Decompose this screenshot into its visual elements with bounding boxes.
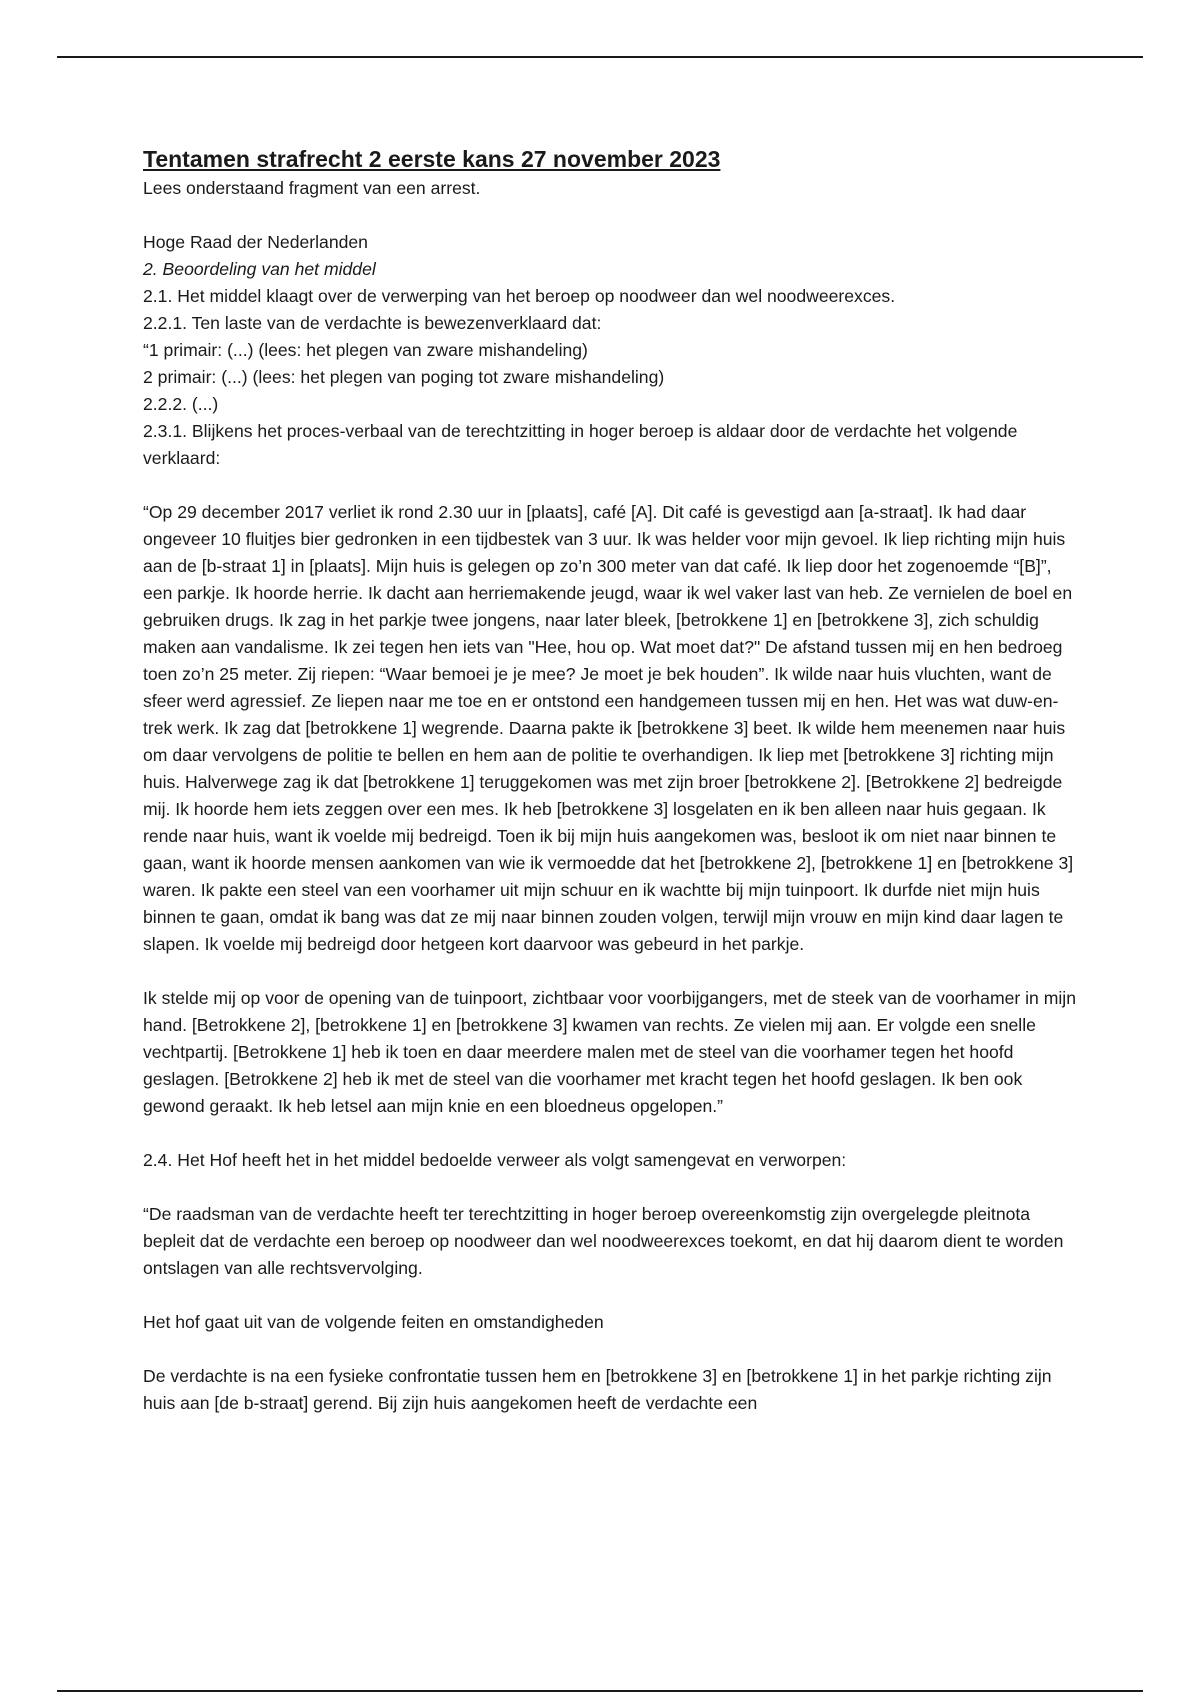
top-rule bbox=[57, 56, 1143, 58]
text-line: “1 primair: (...) (lees: het plegen van zware mishandeling) bbox=[143, 340, 588, 360]
text-line: 2.2.1. Ten laste van de verdachte is bewezenverklaard dat: bbox=[143, 313, 602, 333]
intro-text: Lees onderstaand fragment van een arrest. bbox=[143, 178, 481, 198]
paragraph-2-3-1: 2.3.1. Blijkens het proces-verbaal van de terechtzitting in hoger beroep is aldaar door de verdachte het volgende verklaard: bbox=[143, 421, 1018, 468]
spacer bbox=[143, 1120, 1083, 1147]
document-title: Tentamen strafrecht 2 eerste kans 27 november 2023 bbox=[143, 146, 721, 172]
spacer bbox=[143, 1282, 1083, 1309]
court-name: Hoge Raad der Nederlanden bbox=[143, 232, 368, 252]
paragraph-2-4: 2.4. Het Hof heeft het in het middel bedoelde verweer als volgt samengevat en verworpen: bbox=[143, 1150, 847, 1170]
bottom-rule bbox=[57, 1690, 1143, 1692]
section-heading: 2. Beoordeling van het middel bbox=[143, 259, 376, 279]
text-line: 2.2.2. (...) bbox=[143, 394, 219, 414]
statement-paragraph-2: Ik stelde mij op voor de opening van de tuinpoort, zichtbaar voor voorbijgangers, met de steek van de voorhamer in mijn hand. [Betrokkene 2], [betrokkene 1] en [betrokkene 3] kwamen van rechts. Ze vielen mij aan. Er volgde een snelle vechtpartij. [Betrokkene 1] heb ik toen en daar meerdere malen met de steel van die voorhamer tegen het hoofd geslagen. [Betrokkene 2] heb ik met de steel van die voorhamer met kracht tegen het hoofd geslagen. Ik ben ook gewond geraakt. Ik heb letsel aan mijn knie en een bloedneus opgelopen.” bbox=[143, 988, 1076, 1116]
spacer bbox=[143, 1174, 1083, 1201]
facts-heading: Het hof gaat uit van de volgende feiten en omstandigheden bbox=[143, 1312, 604, 1332]
statement-paragraph-1: “Op 29 december 2017 verliet ik rond 2.30 uur in [plaats], café [A]. Dit café is gevestigd aan [a-straat]. Ik had daar ongeveer 10 fluitjes bier gedronken in een tijdbestek van 3 uur. Ik was helder voor mijn gevoel. Ik liep richting mijn huis aan de [b-straat 1] in [plaats]. Mijn huis is gelegen op zo’n 300 meter van dat café. Ik liep door het zogenoemde “[B]”, een parkje. Ik hoorde herrie. Ik dacht aan herriemakende jeugd, waar ik wel vaker last van heb. Ze vernielen de boel en gebruiken drugs. Ik zag in het parkje twee jongens, naar later bleek, [betrokkene 1] en [betrokkene 3], zich schuldig maken aan vandalisme. Ik zei tegen hen iets van "Hee, hou op. Wat moet dat?" De afstand tussen mij en hen bedroeg toen zo’n 25 meter. Zij riepen: “Waar bemoei je je mee? Je moet je bek houden”. Ik wilde naar huis vluchten, want de sfeer werd agressief. Ze liepen naar me toe en er ontstond een handgemeen tussen mij en hen. Het was wat duw-en-trek werk. Ik zag dat [betrokkene 1] wegrende. Daarna pakte ik [betrokkene 3] beet. Ik wilde hem meenemen naar huis om daar vervolgens de politie te bellen en hem aan de politie te overhandigen. Ik liep met [betrokkene 3] richting mijn huis. Halverwege zag ik dat [betrokkene 1] teruggekomen was met zijn broer [betrokkene 2]. [Betrokkene 2] bedreigde mij. Ik hoorde hem iets zeggen over een mes. Ik heb [betrokkene 3] losgelaten en ik ben alleen naar huis gegaan. Ik rende naar huis, want ik voelde mij bedreigd. Toen ik bij mijn huis aangekomen was, besloot ik om niet naar binnen te gaan, want ik hoorde mensen aankomen van wie ik vermoedde dat het [betrokkene 2], [betrokkene 1] en [betrokkene 3] waren. Ik pakte een steel van een voorhamer uit mijn schuur en ik wachtte bij mijn tuinpoort. Ik durfde niet mijn huis binnen te gaan, omdat ik bang was dat ze mij naar binnen zouden volgen, terwijl mijn vrouw en mijn kind daar lagen te slapen. Ik voelde mij bedreigd door hetgeen kort daarvoor was gebeurd in het parkje. bbox=[143, 502, 1074, 954]
spacer bbox=[143, 472, 1083, 499]
spacer bbox=[143, 1336, 1083, 1363]
document-body bbox=[143, 143, 1083, 1417]
defense-paragraph: “De raadsman van de verdachte heeft ter terechtzitting in hoger beroep overeenkomstig zijn overgelegde pleitnota bepleit dat de verdachte een beroep op noodweer dan wel noodweerexces toekomt, en dat hij daarom dient te worden ontslagen van alle rechtsvervolging. bbox=[143, 1204, 1064, 1278]
spacer bbox=[143, 958, 1083, 985]
text-line: 2.1. Het middel klaagt over de verwerping van het beroep op noodweer dan wel noodweerexces. bbox=[143, 286, 896, 306]
text-line: 2 primair: (...) (lees: het plegen van poging tot zware mishandeling) bbox=[143, 367, 665, 387]
facts-paragraph: De verdachte is na een fysieke confrontatie tussen hem en [betrokkene 3] en [betrokkene 1] in het parkje richting zijn huis aan [de b-straat] gerend. Bij zijn huis aangekomen heeft de verdachte een bbox=[143, 1366, 1052, 1413]
spacer bbox=[143, 202, 1083, 229]
